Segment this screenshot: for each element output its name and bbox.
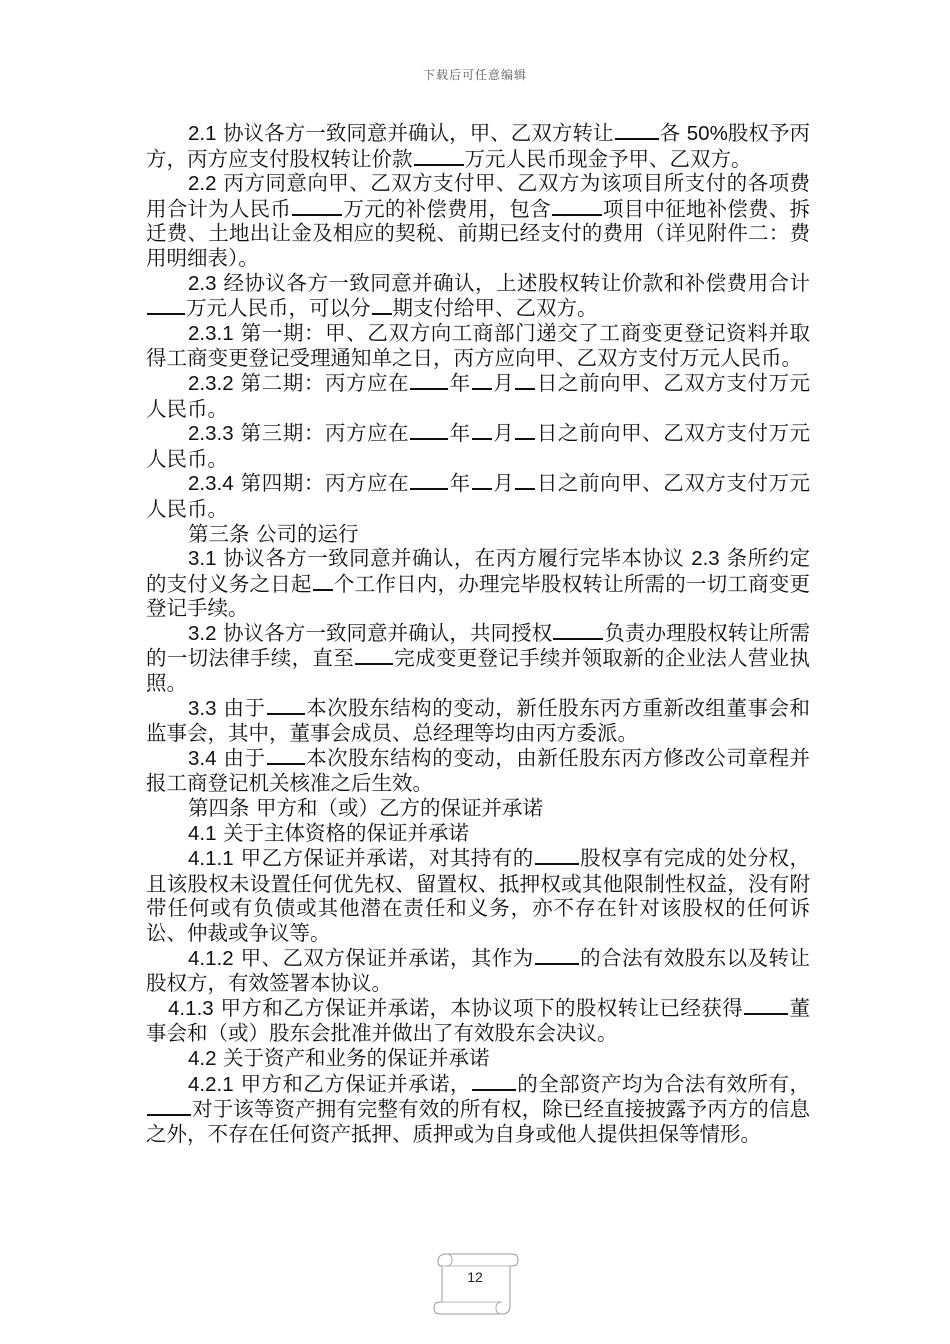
fill-blank[interactable] xyxy=(267,697,305,715)
scroll-banner-icon xyxy=(430,1250,520,1320)
clause-number: 2.3.4 xyxy=(188,472,234,496)
clause-3-2: 3.2 协议各方一致同意并确认，共同授权 负责办理股权转让所需的一切法律手续，直至 完成变更登记手续并领取新的企业法人营业执照。 xyxy=(146,620,811,696)
fill-blank[interactable] xyxy=(472,1073,516,1091)
clause-2-3-1: 2.3.1 第一期：甲、乙双方向工商部门递交了工商变更登记资料并取得工商变更登记受理通知单之日，丙方应向甲、乙双方支付万元人民币。 xyxy=(146,320,810,371)
clause-number: 2.2 xyxy=(188,172,217,196)
clause-number: 2.1 xyxy=(188,122,217,145)
fill-blank[interactable] xyxy=(147,1098,191,1116)
document-body xyxy=(146,121,810,1146)
fill-blank[interactable] xyxy=(744,997,788,1015)
clause-number: 4.1.3 xyxy=(168,996,214,1020)
clause-4-2-1: 4.2.1 甲方和乙方保证并承诺， 的全部资产均为合法有效所有，对于该等资产拥有完整有效的所有权，除已经直接披露予丙方的信息之外，不存在任何资产抵押、质押或为自身或他人提供担保等情形。 xyxy=(146,1071,810,1146)
fill-blank[interactable] xyxy=(553,622,603,640)
clause-number: 3.3 xyxy=(188,696,217,720)
fill-blank[interactable] xyxy=(313,573,333,591)
clause-4-1-1: 4.1.1 甲乙方保证并承诺，对其持有的 股权享有完成的处分权，且该股权未设置任何优先权、留置权、抵押权或其他限制性权益，没有附带任何或有负债或其他潜在责任和义务，亦不存在针对该股权的任何诉讼、仲裁或争议等。 xyxy=(146,846,810,945)
fill-blank[interactable] xyxy=(292,198,342,216)
clause-number: 4.2.1 xyxy=(188,1072,234,1096)
fill-blank[interactable] xyxy=(410,422,448,440)
fill-blank[interactable] xyxy=(535,847,579,865)
clause-number: 2.3.3 xyxy=(188,422,234,446)
clause-4-1-2: 4.1.2 甲、乙双方保证并承诺，其作为 的合法有效股东以及转让股权方，有效签署本协议。 xyxy=(146,945,810,996)
clause-2-1: 2.1 协议各方一致同意并确认，甲、乙双方转让 各 50%股权予丙方，丙方应支付股权转让价款 万元人民币现金予甲、乙双方。 xyxy=(146,121,811,171)
fill-blank[interactable] xyxy=(147,297,185,315)
clause-number: 3.2 xyxy=(188,621,217,645)
page-header: 下载后可任意编辑 xyxy=(422,68,527,82)
fill-blank[interactable] xyxy=(267,747,305,765)
clause-number: 2.3.2 xyxy=(188,371,234,395)
clause-number: 3.4 xyxy=(188,746,217,770)
fill-blank[interactable] xyxy=(515,472,535,490)
article-heading: 第四条 甲方和（或）乙方的保证并承诺 xyxy=(188,796,544,821)
clause-number: 3.1 xyxy=(188,547,217,571)
fill-blank[interactable] xyxy=(414,148,464,166)
clause-2-3: 2.3 经协议各方一致同意并确认，上述股权转让价款和补偿费用合计万元人民币，可以分 期支付给甲、乙双方。 xyxy=(146,271,810,321)
section-4-1: 4.1 关于主体资格的保证并承诺 xyxy=(188,820,470,845)
fill-blank[interactable] xyxy=(472,422,492,440)
fill-blank[interactable] xyxy=(355,647,393,665)
section-4-2: 4.2 关于资产和业务的保证并承诺 xyxy=(188,1045,490,1070)
fill-blank[interactable] xyxy=(535,947,579,965)
fill-blank[interactable] xyxy=(410,472,448,490)
clause-4-1-3: 4.1.3 甲方和乙方保证并承诺，本协议项下的股权转让已经获得 董事会和（或）股东会批准并做出了有效股东会决议。 xyxy=(146,995,811,1046)
fill-blank[interactable] xyxy=(410,372,448,390)
page-number: 12 xyxy=(467,1269,483,1285)
fill-blank[interactable] xyxy=(472,472,492,490)
fill-blank[interactable] xyxy=(515,372,535,390)
page-footer xyxy=(430,1250,520,1320)
clause-number: 4.1.2 xyxy=(188,946,234,970)
clause-2-3-3: 2.3.3 第三期：丙方应在 年 月 日之前向甲、乙双方支付万元人民币。 xyxy=(146,421,811,471)
clause-number: 2.3.1 xyxy=(188,321,234,345)
fill-blank[interactable] xyxy=(372,297,392,315)
fill-blank[interactable] xyxy=(552,198,602,216)
clause-number: 4.1.1 xyxy=(188,847,234,871)
clause-3-1: 3.1 协议各方一致同意并确认，在丙方履行完毕本协议 2.3 条所约定的支付义务之日起 个工作日内，办理完毕股权转让所需的一切工商变更登记手续。 xyxy=(146,546,811,621)
fill-blank[interactable] xyxy=(472,372,492,390)
clause-3-4: 3.4 由于 本次股东结构的变动，由新任股东丙方修改公司章程并报工商登记机关核准之后生效。 xyxy=(146,745,810,796)
clause-3-3: 3.3 由于 本次股东结构的变动，新任股东丙方重新改组董事会和监事会，其中，董事会成员、总经理等均由丙方委派。 xyxy=(146,695,810,746)
fill-blank[interactable] xyxy=(615,122,659,140)
clause-2-3-2: 2.3.2 第二期：丙方应在 年 月 日之前向甲、乙双方支付万元人民币。 xyxy=(146,370,811,421)
clause-2-2: 2.2 丙方同意向甲、乙双方支付甲、乙双方为该项目所支付的各项费用合计为人民币 万元的补偿费用，包含 项目中征地补偿费、拆迁费、土地出让金及相应的契税、前期已经支付的费用（详见附件二：费用明细表）。 xyxy=(146,171,811,270)
clause-number: 2.3 xyxy=(188,271,217,295)
article-heading: 第三条 公司的运行 xyxy=(188,521,359,546)
clause-number: 4.1 xyxy=(188,821,217,845)
fill-blank[interactable] xyxy=(515,422,535,440)
clause-number: 4.2 xyxy=(188,1046,217,1070)
clause-2-3-4: 2.3.4 第四期：丙方应在 年 月 日之前向甲、乙双方支付万元人民币。 xyxy=(146,471,811,521)
